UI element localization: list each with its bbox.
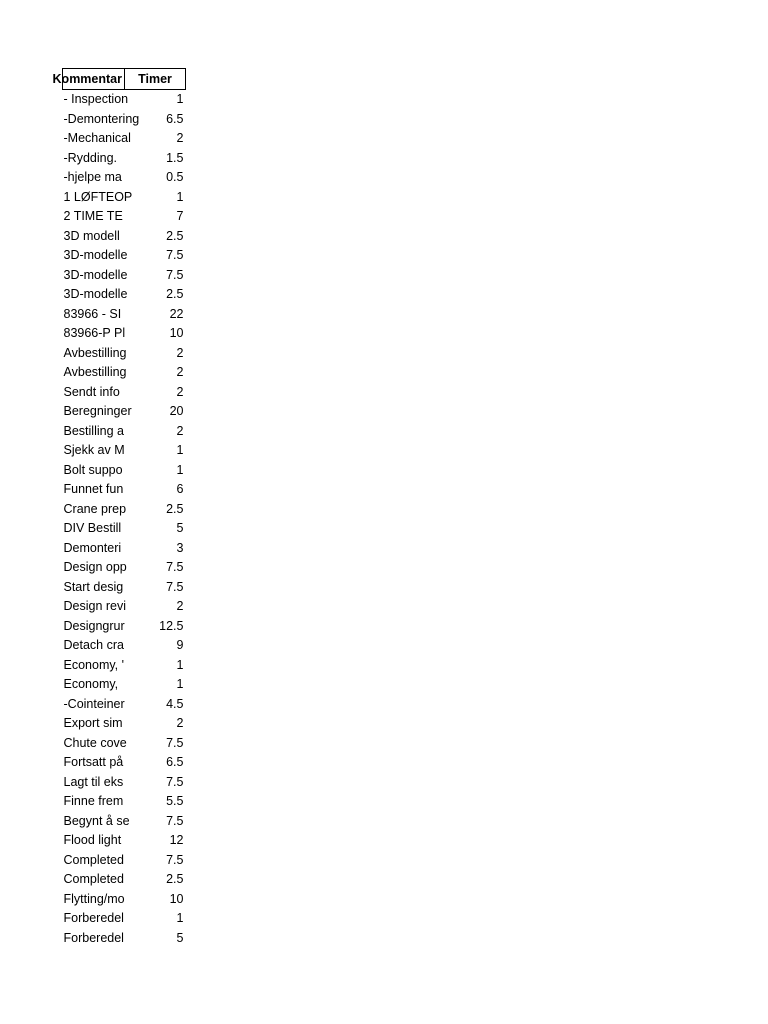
kommentar-cell[interactable]: -Rydding. (63, 150, 117, 165)
spreadsheet-area (52, 68, 186, 948)
table-row (63, 246, 186, 266)
kommentar-cell[interactable]: Flood light (63, 833, 122, 847)
header-row (63, 69, 186, 90)
table-row (63, 831, 186, 851)
kommentar-cell[interactable]: Completed (63, 852, 124, 867)
table-row (63, 695, 186, 715)
kommentar-cell[interactable]: Design revi (63, 599, 127, 613)
timer-cell[interactable]: 12.5 (159, 618, 184, 633)
kommentar-cell[interactable]: Demonteri (63, 540, 122, 555)
kommentar-cell[interactable]: Lagt til eks (63, 774, 124, 789)
kommentar-cell[interactable]: Bolt suppo (63, 462, 123, 477)
table-row (63, 870, 186, 890)
table-row (63, 656, 186, 676)
kommentar-cell[interactable]: Forberedel (63, 911, 124, 925)
table-row (63, 324, 186, 344)
kommentar-cell[interactable]: Fortsatt på (63, 755, 124, 769)
kommentar-cell[interactable]: 83966 - SI (63, 306, 122, 321)
timer-cell[interactable]: 7.5 (166, 267, 184, 282)
timer-cell[interactable]: 1 (176, 462, 184, 477)
timer-cell[interactable]: 2 (176, 716, 184, 730)
kommentar-cell[interactable]: Sjekk av M (63, 443, 125, 457)
table-row (63, 90, 186, 110)
kommentar-cell[interactable]: Begynt å se (63, 813, 130, 828)
kommentar-cell[interactable]: Start desig (63, 579, 124, 594)
timer-cell[interactable]: 7 (176, 209, 184, 223)
timer-cell[interactable]: 7.5 (166, 813, 184, 828)
table-row (63, 383, 186, 403)
table-row (63, 110, 186, 130)
table-row (63, 753, 186, 773)
table-row (63, 812, 186, 832)
timer-cell[interactable]: 10 (169, 326, 184, 340)
timer-cell[interactable]: 7.5 (166, 852, 184, 867)
kommentar-cell[interactable]: 2 TIME TE (63, 209, 123, 223)
timer-cell[interactable]: 4.5 (166, 696, 184, 711)
kommentar-cell[interactable]: Forberedel (63, 930, 124, 945)
table-row (63, 129, 186, 149)
table-row (63, 617, 186, 637)
table-row (63, 207, 186, 227)
kommentar-cell[interactable]: - Inspection (63, 92, 129, 106)
timer-cell[interactable]: 1.5 (166, 150, 184, 165)
timer-cell[interactable]: 2 (176, 365, 184, 379)
kommentar-cell[interactable]: 3D-modelle (63, 267, 128, 282)
table-row (63, 773, 186, 793)
table-row (63, 675, 186, 695)
table-row (63, 461, 186, 481)
table-row (63, 285, 186, 305)
table-row (63, 402, 186, 422)
kommentar-cell[interactable]: Beregninger (63, 404, 132, 418)
column-header-timer[interactable]: Timer (125, 69, 186, 90)
table-row (63, 188, 186, 208)
kommentar-cell[interactable]: Completed (63, 872, 124, 886)
kommentar-cell[interactable]: 3D-modelle (63, 248, 128, 262)
kommentar-cell[interactable]: Chute cove (63, 735, 127, 750)
table-row (63, 636, 186, 656)
timer-cell[interactable]: 2 (176, 131, 184, 145)
timer-cell[interactable]: 7.5 (166, 248, 184, 262)
timer-cell[interactable]: 2 (176, 423, 184, 438)
table-row (63, 714, 186, 734)
table-row (63, 558, 186, 578)
timer-cell[interactable]: 7.5 (166, 579, 184, 594)
table-row (63, 363, 186, 383)
kommentar-cell[interactable]: -Cointeiner (63, 696, 125, 711)
timer-cell[interactable]: 20 (169, 404, 184, 418)
kommentar-cell[interactable]: Bestilling a (63, 423, 124, 438)
timer-cell[interactable]: 2.5 (166, 501, 184, 516)
timer-cell[interactable]: 1 (176, 911, 184, 925)
table-row (63, 597, 186, 617)
kommentar-cell[interactable]: -Demontering (63, 111, 140, 126)
kommentar-cell[interactable]: 3D modell (63, 228, 120, 243)
timer-cell[interactable]: 5 (176, 930, 184, 945)
timer-cell[interactable]: 10 (169, 891, 184, 906)
timer-cell[interactable]: 1 (176, 189, 184, 204)
kommentar-cell[interactable]: Flytting/mo (63, 891, 125, 906)
timer-cell[interactable]: 5.5 (166, 794, 184, 808)
timer-cell[interactable]: 2.5 (166, 287, 184, 301)
kommentar-cell[interactable]: Sendt info (63, 384, 120, 399)
timer-cell[interactable]: 1 (176, 657, 184, 672)
kommentar-cell[interactable]: Finne frem (63, 794, 124, 808)
table-row (63, 890, 186, 910)
column-header-kommentar[interactable]: Kommentar (63, 69, 125, 90)
table-row (63, 344, 186, 364)
timer-cell[interactable]: 6.5 (166, 755, 184, 769)
timer-cell[interactable]: 2.5 (166, 228, 184, 243)
timer-cell[interactable]: 2.5 (166, 872, 184, 886)
kommentar-cell[interactable]: Designgrur (63, 618, 125, 633)
kommentar-cell[interactable]: 83966-P Pl (63, 326, 126, 340)
timer-cell[interactable]: 3 (176, 540, 184, 555)
table-row (63, 792, 186, 812)
timer-cell[interactable]: 1 (176, 92, 184, 106)
table-row (63, 266, 186, 286)
timer-cell[interactable]: 0.5 (166, 170, 184, 184)
timer-cell[interactable]: 2 (176, 599, 184, 613)
kommentar-cell[interactable]: 1 LØFTEOP (63, 189, 133, 204)
table-row (63, 422, 186, 442)
kommentar-cell[interactable]: -hjelpe ma (63, 170, 122, 184)
kommentar-cell[interactable]: Economy, ' (63, 657, 125, 672)
timer-cell[interactable]: 1 (176, 443, 184, 457)
timer-cell[interactable]: 5 (176, 521, 184, 535)
table-row (63, 734, 186, 754)
kommentar-cell[interactable]: -Mechanical (63, 131, 131, 145)
timer-cell[interactable]: 9 (176, 638, 184, 652)
kommentar-cell[interactable]: Avbestilling (63, 365, 127, 379)
table-row (63, 480, 186, 500)
timer-cell[interactable]: 22 (169, 306, 184, 321)
kommentar-cell[interactable]: Funnet fun (63, 482, 124, 496)
table-row (63, 168, 186, 188)
kommentar-cell[interactable]: Economy, (63, 677, 119, 691)
timer-cell[interactable]: 6 (176, 482, 184, 496)
kommentar-cell[interactable]: Export sim (63, 716, 123, 730)
timer-cell[interactable]: 6.5 (166, 111, 184, 126)
kommentar-cell[interactable]: 3D-modelle (63, 287, 128, 301)
timer-cell[interactable]: 7.5 (166, 774, 184, 789)
timer-cell[interactable]: 12 (169, 833, 184, 847)
table-row (63, 851, 186, 871)
kommentar-cell[interactable]: Detach cra (63, 638, 124, 652)
table-row (63, 519, 186, 539)
table-row (63, 500, 186, 520)
table-row (63, 227, 186, 247)
table-row (63, 909, 186, 929)
timer-cell[interactable]: 2 (176, 384, 184, 399)
table-row (63, 441, 186, 461)
timer-cell[interactable]: 7.5 (166, 735, 184, 750)
table-row (63, 149, 186, 169)
timer-cell[interactable]: 2 (176, 345, 184, 360)
table-row (63, 929, 186, 949)
table-row (63, 305, 186, 325)
kommentar-cell[interactable]: Design opp (63, 560, 127, 574)
timer-cell[interactable]: 1 (176, 677, 184, 691)
kommentar-cell[interactable]: Avbestilling (63, 345, 127, 360)
data-table (52, 68, 186, 948)
table-row (63, 578, 186, 598)
timer-cell[interactable]: 7.5 (166, 560, 184, 574)
table-row (63, 539, 186, 559)
kommentar-cell[interactable]: DIV Bestill (63, 521, 122, 535)
kommentar-cell[interactable]: Crane prep (63, 501, 127, 516)
table-body (63, 90, 186, 949)
